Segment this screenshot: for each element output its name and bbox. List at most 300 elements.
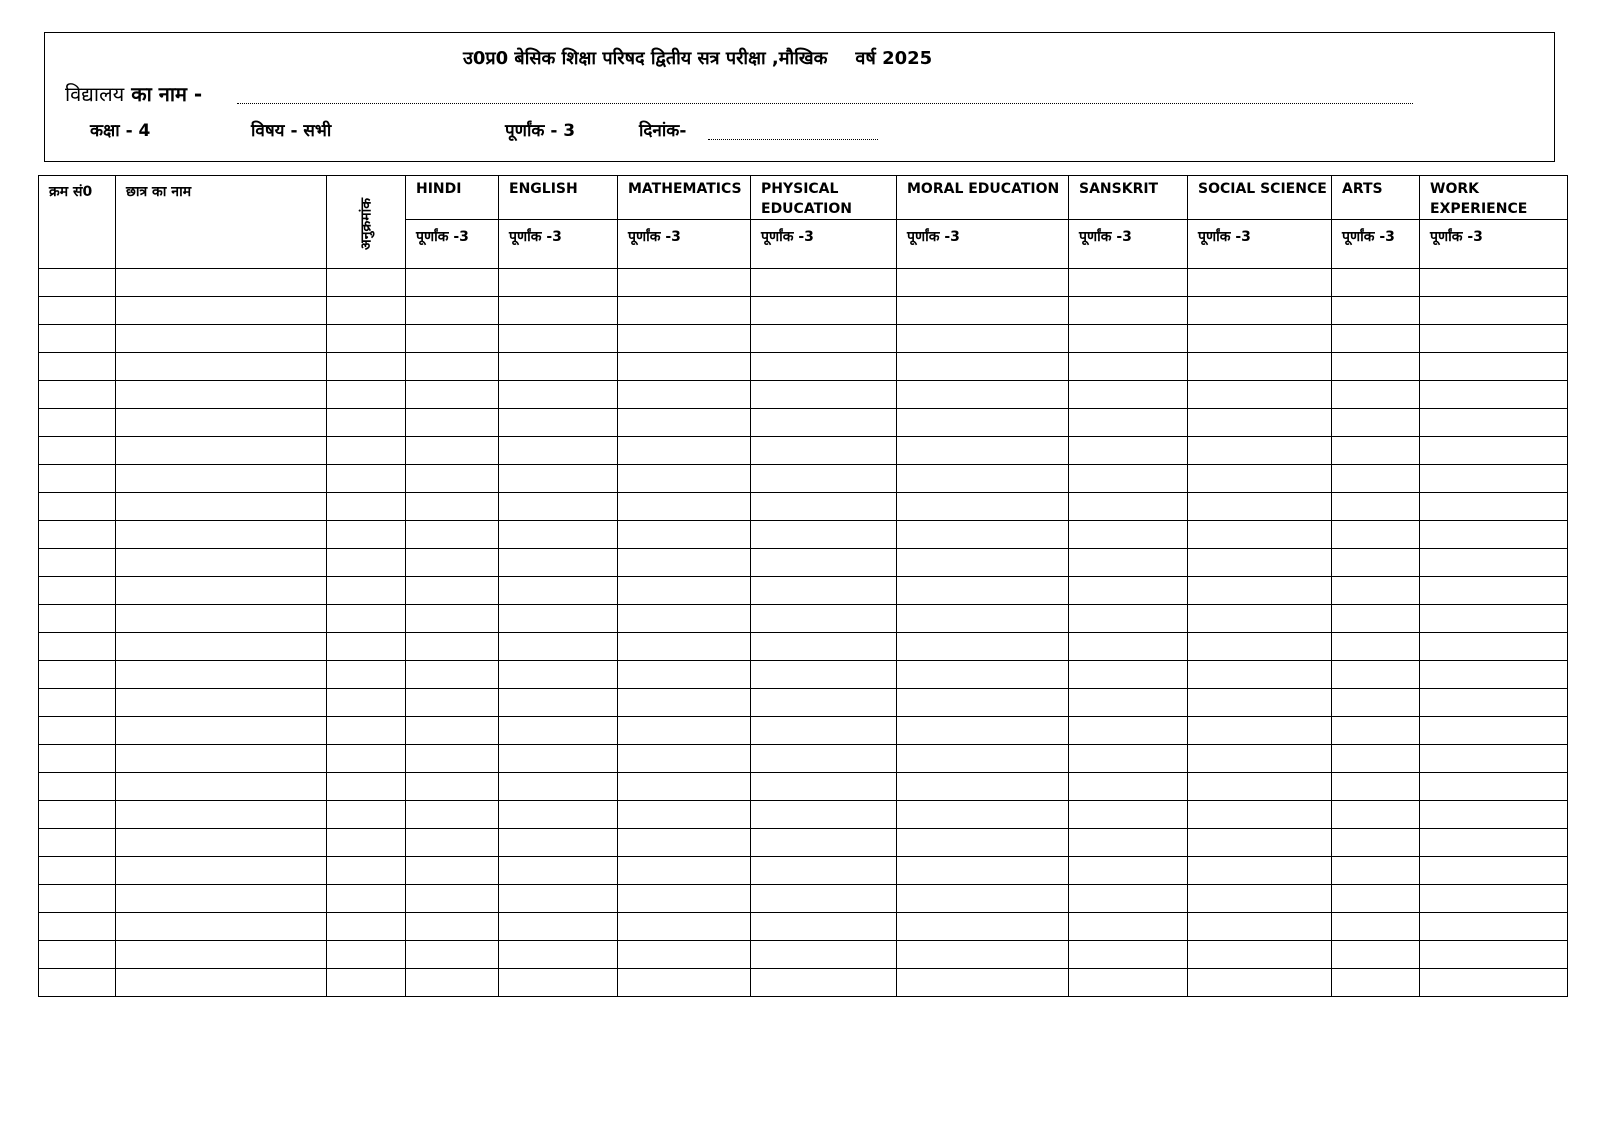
entry-cell[interactable] [1332,549,1420,577]
entry-cell[interactable] [116,549,327,577]
entry-cell[interactable] [499,773,618,801]
entry-cell[interactable] [406,577,499,605]
entry-cell[interactable] [39,493,116,521]
entry-cell[interactable] [618,633,751,661]
entry-cell[interactable] [406,913,499,941]
entry-cell[interactable] [1069,353,1188,381]
entry-cell[interactable] [618,409,751,437]
entry-cell[interactable] [1332,577,1420,605]
entry-cell[interactable] [327,857,406,885]
entry-cell[interactable] [39,297,116,325]
entry-cell[interactable] [1188,437,1332,465]
entry-cell[interactable] [116,521,327,549]
entry-cell[interactable] [406,353,499,381]
entry-cell[interactable] [499,577,618,605]
entry-cell[interactable] [1188,857,1332,885]
entry-cell[interactable] [1332,857,1420,885]
entry-cell[interactable] [751,297,897,325]
entry-cell[interactable] [1188,325,1332,353]
entry-cell[interactable] [1188,549,1332,577]
entry-cell[interactable] [499,493,618,521]
entry-cell[interactable] [1332,465,1420,493]
entry-cell[interactable] [751,577,897,605]
entry-cell[interactable] [1069,829,1188,857]
entry-cell[interactable] [1188,969,1332,997]
entry-cell[interactable] [116,493,327,521]
entry-cell[interactable] [1069,269,1188,297]
entry-cell[interactable] [116,633,327,661]
entry-cell[interactable] [1420,437,1568,465]
entry-cell[interactable] [1069,717,1188,745]
entry-cell[interactable] [1420,297,1568,325]
entry-cell[interactable] [406,297,499,325]
entry-cell[interactable] [751,353,897,381]
entry-cell[interactable] [1420,773,1568,801]
entry-cell[interactable] [327,689,406,717]
entry-cell[interactable] [406,409,499,437]
entry-cell[interactable] [751,409,897,437]
entry-cell[interactable] [327,661,406,689]
entry-cell[interactable] [39,437,116,465]
entry-cell[interactable] [897,577,1069,605]
entry-cell[interactable] [499,409,618,437]
entry-cell[interactable] [618,353,751,381]
entry-cell[interactable] [897,353,1069,381]
entry-cell[interactable] [897,437,1069,465]
entry-cell[interactable] [116,381,327,409]
date-field[interactable] [708,139,878,140]
entry-cell[interactable] [116,661,327,689]
entry-cell[interactable] [327,269,406,297]
entry-cell[interactable] [327,633,406,661]
entry-cell[interactable] [1420,633,1568,661]
entry-cell[interactable] [327,605,406,633]
entry-cell[interactable] [406,857,499,885]
entry-cell[interactable] [1332,437,1420,465]
entry-cell[interactable] [39,857,116,885]
entry-cell[interactable] [406,493,499,521]
entry-cell[interactable] [39,521,116,549]
entry-cell[interactable] [897,773,1069,801]
entry-cell[interactable] [116,969,327,997]
entry-cell[interactable] [751,325,897,353]
entry-cell[interactable] [116,717,327,745]
entry-cell[interactable] [1069,633,1188,661]
school-name-field[interactable] [237,103,1413,104]
entry-cell[interactable] [897,941,1069,969]
entry-cell[interactable] [499,689,618,717]
entry-cell[interactable] [39,885,116,913]
entry-cell[interactable] [1069,409,1188,437]
entry-cell[interactable] [897,829,1069,857]
entry-cell[interactable] [1420,969,1568,997]
entry-cell[interactable] [116,941,327,969]
entry-cell[interactable] [751,437,897,465]
entry-cell[interactable] [327,549,406,577]
entry-cell[interactable] [499,633,618,661]
entry-cell[interactable] [1420,605,1568,633]
entry-cell[interactable] [618,913,751,941]
entry-cell[interactable] [1420,493,1568,521]
entry-cell[interactable] [406,437,499,465]
entry-cell[interactable] [1188,521,1332,549]
entry-cell[interactable] [1069,577,1188,605]
entry-cell[interactable] [39,577,116,605]
entry-cell[interactable] [751,801,897,829]
entry-cell[interactable] [406,829,499,857]
entry-cell[interactable] [1332,381,1420,409]
entry-cell[interactable] [1332,353,1420,381]
entry-cell[interactable] [1069,885,1188,913]
entry-cell[interactable] [897,745,1069,773]
entry-cell[interactable] [751,661,897,689]
entry-cell[interactable] [897,493,1069,521]
entry-cell[interactable] [618,269,751,297]
entry-cell[interactable] [1332,661,1420,689]
entry-cell[interactable] [618,549,751,577]
entry-cell[interactable] [751,549,897,577]
entry-cell[interactable] [406,269,499,297]
entry-cell[interactable] [1069,325,1188,353]
entry-cell[interactable] [618,717,751,745]
entry-cell[interactable] [116,829,327,857]
entry-cell[interactable] [116,773,327,801]
entry-cell[interactable] [406,801,499,829]
entry-cell[interactable] [116,913,327,941]
entry-cell[interactable] [499,465,618,493]
entry-cell[interactable] [1420,661,1568,689]
entry-cell[interactable] [1188,745,1332,773]
entry-cell[interactable] [499,437,618,465]
entry-cell[interactable] [499,745,618,773]
entry-cell[interactable] [1069,465,1188,493]
entry-cell[interactable] [499,801,618,829]
entry-cell[interactable] [751,829,897,857]
entry-cell[interactable] [406,465,499,493]
entry-cell[interactable] [499,549,618,577]
entry-cell[interactable] [897,381,1069,409]
entry-cell[interactable] [1332,941,1420,969]
entry-cell[interactable] [1188,885,1332,913]
entry-cell[interactable] [1188,829,1332,857]
entry-cell[interactable] [499,829,618,857]
entry-cell[interactable] [618,605,751,633]
entry-cell[interactable] [1420,269,1568,297]
entry-cell[interactable] [116,857,327,885]
entry-cell[interactable] [499,717,618,745]
entry-cell[interactable] [1069,773,1188,801]
entry-cell[interactable] [406,661,499,689]
entry-cell[interactable] [897,801,1069,829]
entry-cell[interactable] [751,969,897,997]
entry-cell[interactable] [499,661,618,689]
entry-cell[interactable] [618,381,751,409]
entry-cell[interactable] [39,381,116,409]
entry-cell[interactable] [327,437,406,465]
entry-cell[interactable] [39,829,116,857]
entry-cell[interactable] [499,269,618,297]
entry-cell[interactable] [39,605,116,633]
entry-cell[interactable] [1332,969,1420,997]
entry-cell[interactable] [897,409,1069,437]
entry-cell[interactable] [327,297,406,325]
entry-cell[interactable] [751,605,897,633]
entry-cell[interactable] [1332,829,1420,857]
entry-cell[interactable] [1069,521,1188,549]
entry-cell[interactable] [897,717,1069,745]
entry-cell[interactable] [1069,381,1188,409]
entry-cell[interactable] [327,465,406,493]
entry-cell[interactable] [751,885,897,913]
entry-cell[interactable] [618,829,751,857]
entry-cell[interactable] [618,801,751,829]
entry-cell[interactable] [1188,493,1332,521]
entry-cell[interactable] [751,857,897,885]
entry-cell[interactable] [116,409,327,437]
entry-cell[interactable] [116,577,327,605]
entry-cell[interactable] [406,773,499,801]
entry-cell[interactable] [1420,857,1568,885]
entry-cell[interactable] [116,801,327,829]
entry-cell[interactable] [1332,521,1420,549]
entry-cell[interactable] [116,437,327,465]
entry-cell[interactable] [618,521,751,549]
entry-cell[interactable] [1332,269,1420,297]
entry-cell[interactable] [406,885,499,913]
entry-cell[interactable] [897,885,1069,913]
entry-cell[interactable] [406,605,499,633]
entry-cell[interactable] [1332,801,1420,829]
entry-cell[interactable] [1188,773,1332,801]
entry-cell[interactable] [1332,773,1420,801]
entry-cell[interactable] [499,325,618,353]
entry-cell[interactable] [499,353,618,381]
entry-cell[interactable] [751,493,897,521]
entry-cell[interactable] [1188,633,1332,661]
entry-cell[interactable] [1332,605,1420,633]
entry-cell[interactable] [1069,605,1188,633]
entry-cell[interactable] [327,325,406,353]
entry-cell[interactable] [1420,885,1568,913]
entry-cell[interactable] [406,549,499,577]
entry-cell[interactable] [116,269,327,297]
entry-cell[interactable] [618,465,751,493]
entry-cell[interactable] [1188,577,1332,605]
entry-cell[interactable] [1188,661,1332,689]
entry-cell[interactable] [1420,325,1568,353]
entry-cell[interactable] [406,745,499,773]
entry-cell[interactable] [39,353,116,381]
entry-cell[interactable] [1420,549,1568,577]
entry-cell[interactable] [39,465,116,493]
entry-cell[interactable] [1188,269,1332,297]
entry-cell[interactable] [39,969,116,997]
entry-cell[interactable] [618,885,751,913]
entry-cell[interactable] [116,297,327,325]
entry-cell[interactable] [751,633,897,661]
entry-cell[interactable] [116,325,327,353]
entry-cell[interactable] [39,745,116,773]
entry-cell[interactable] [897,465,1069,493]
entry-cell[interactable] [406,689,499,717]
entry-cell[interactable] [1332,745,1420,773]
entry-cell[interactable] [897,857,1069,885]
entry-cell[interactable] [618,297,751,325]
entry-cell[interactable] [618,941,751,969]
entry-cell[interactable] [39,549,116,577]
entry-cell[interactable] [618,325,751,353]
entry-cell[interactable] [327,577,406,605]
entry-cell[interactable] [897,297,1069,325]
entry-cell[interactable] [751,773,897,801]
entry-cell[interactable] [499,857,618,885]
entry-cell[interactable] [1069,913,1188,941]
entry-cell[interactable] [1332,913,1420,941]
entry-cell[interactable] [1420,689,1568,717]
entry-cell[interactable] [327,913,406,941]
entry-cell[interactable] [897,325,1069,353]
entry-cell[interactable] [327,745,406,773]
entry-cell[interactable] [1069,297,1188,325]
entry-cell[interactable] [39,409,116,437]
entry-cell[interactable] [39,801,116,829]
entry-cell[interactable] [116,885,327,913]
entry-cell[interactable] [1188,409,1332,437]
entry-cell[interactable] [327,885,406,913]
entry-cell[interactable] [327,773,406,801]
entry-cell[interactable] [406,969,499,997]
entry-cell[interactable] [327,941,406,969]
entry-cell[interactable] [1420,717,1568,745]
entry-cell[interactable] [897,661,1069,689]
entry-cell[interactable] [897,521,1069,549]
entry-cell[interactable] [751,717,897,745]
entry-cell[interactable] [327,381,406,409]
entry-cell[interactable] [499,885,618,913]
entry-cell[interactable] [116,745,327,773]
entry-cell[interactable] [116,689,327,717]
entry-cell[interactable] [897,969,1069,997]
entry-cell[interactable] [1420,829,1568,857]
entry-cell[interactable] [39,633,116,661]
entry-cell[interactable] [618,493,751,521]
entry-cell[interactable] [406,717,499,745]
entry-cell[interactable] [1420,381,1568,409]
entry-cell[interactable] [1332,633,1420,661]
entry-cell[interactable] [499,297,618,325]
entry-cell[interactable] [116,605,327,633]
entry-cell[interactable] [1069,689,1188,717]
entry-cell[interactable] [751,381,897,409]
entry-cell[interactable] [897,689,1069,717]
entry-cell[interactable] [327,493,406,521]
entry-cell[interactable] [39,269,116,297]
entry-cell[interactable] [327,409,406,437]
entry-cell[interactable] [39,717,116,745]
entry-cell[interactable] [1069,661,1188,689]
entry-cell[interactable] [1188,605,1332,633]
entry-cell[interactable] [327,353,406,381]
entry-cell[interactable] [751,689,897,717]
entry-cell[interactable] [499,941,618,969]
entry-cell[interactable] [1069,941,1188,969]
entry-cell[interactable] [897,633,1069,661]
entry-cell[interactable] [1332,885,1420,913]
entry-cell[interactable] [406,633,499,661]
entry-cell[interactable] [1069,801,1188,829]
entry-cell[interactable] [499,381,618,409]
entry-cell[interactable] [406,941,499,969]
entry-cell[interactable] [1420,521,1568,549]
entry-cell[interactable] [751,465,897,493]
entry-cell[interactable] [1420,465,1568,493]
entry-cell[interactable] [1420,745,1568,773]
entry-cell[interactable] [39,941,116,969]
entry-cell[interactable] [327,829,406,857]
entry-cell[interactable] [1420,941,1568,969]
entry-cell[interactable] [39,913,116,941]
entry-cell[interactable] [327,969,406,997]
entry-cell[interactable] [618,437,751,465]
entry-cell[interactable] [1188,381,1332,409]
entry-cell[interactable] [327,801,406,829]
entry-cell[interactable] [39,325,116,353]
entry-cell[interactable] [1420,353,1568,381]
entry-cell[interactable] [618,745,751,773]
entry-cell[interactable] [116,465,327,493]
entry-cell[interactable] [1332,409,1420,437]
entry-cell[interactable] [1188,941,1332,969]
entry-cell[interactable] [327,521,406,549]
entry-cell[interactable] [1188,913,1332,941]
entry-cell[interactable] [327,717,406,745]
entry-cell[interactable] [1332,689,1420,717]
entry-cell[interactable] [897,913,1069,941]
entry-cell[interactable] [1188,801,1332,829]
entry-cell[interactable] [1332,717,1420,745]
entry-cell[interactable] [618,857,751,885]
entry-cell[interactable] [499,913,618,941]
entry-cell[interactable] [39,689,116,717]
entry-cell[interactable] [1332,325,1420,353]
entry-cell[interactable] [618,577,751,605]
entry-cell[interactable] [499,521,618,549]
entry-cell[interactable] [1069,437,1188,465]
entry-cell[interactable] [1069,493,1188,521]
entry-cell[interactable] [618,773,751,801]
entry-cell[interactable] [1420,801,1568,829]
entry-cell[interactable] [897,605,1069,633]
entry-cell[interactable] [751,269,897,297]
entry-cell[interactable] [406,521,499,549]
entry-cell[interactable] [618,661,751,689]
entry-cell[interactable] [1332,493,1420,521]
entry-cell[interactable] [1069,969,1188,997]
entry-cell[interactable] [499,969,618,997]
entry-cell[interactable] [1420,577,1568,605]
entry-cell[interactable] [116,353,327,381]
entry-cell[interactable] [1188,465,1332,493]
entry-cell[interactable] [1069,857,1188,885]
entry-cell[interactable] [1069,745,1188,773]
entry-cell[interactable] [897,269,1069,297]
entry-cell[interactable] [751,745,897,773]
entry-cell[interactable] [1188,353,1332,381]
entry-cell[interactable] [39,773,116,801]
entry-cell[interactable] [39,661,116,689]
entry-cell[interactable] [618,969,751,997]
entry-cell[interactable] [1332,297,1420,325]
